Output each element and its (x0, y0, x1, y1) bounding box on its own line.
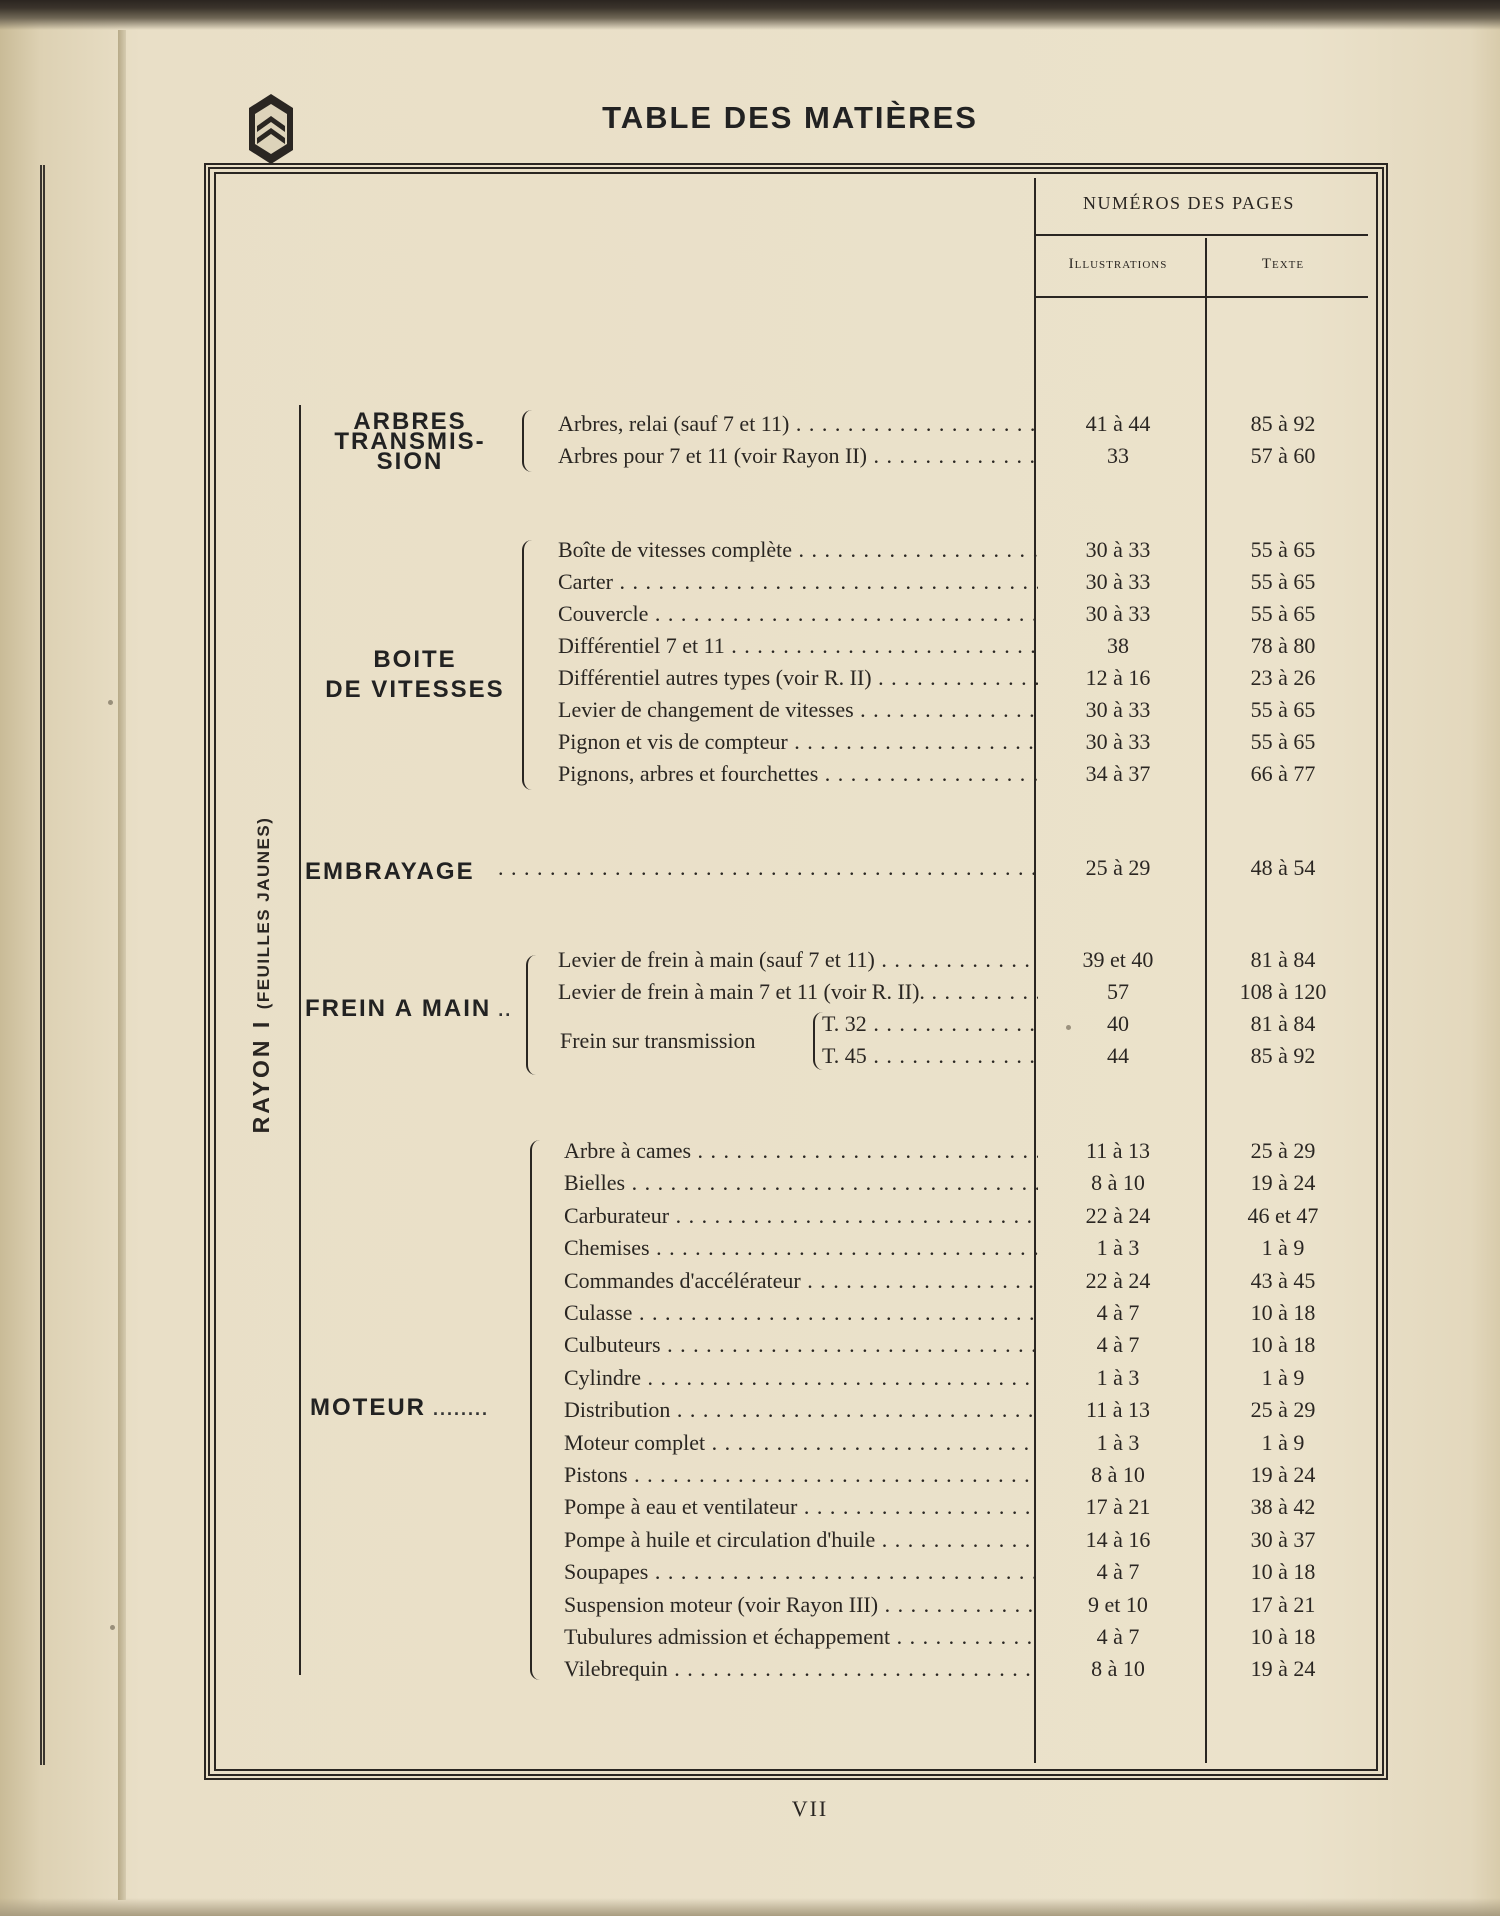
row-texte: 46 et 47 (1247, 1202, 1319, 1228)
table-row (558, 976, 1358, 1008)
paper-speck (110, 1625, 115, 1630)
row-label: Arbres, relai (sauf 7 et 11) . . . (558, 408, 1038, 440)
row-label: Pistons . . . (564, 1459, 1038, 1491)
row-label: Levier de frein à main 7 et 11 (voir R. II). . . . (558, 976, 1038, 1008)
row-illustrations: 33 (1107, 443, 1129, 468)
row-illustrations: 22 à 24 (1085, 1267, 1151, 1293)
row-label: Cylindre . . . (564, 1362, 1038, 1394)
row-label: Levier de changement de vitesses . . . (558, 694, 1038, 726)
section-title-line: EMBRAYAGE (305, 858, 475, 885)
row-illustrations: 4 à 7 (1096, 1559, 1140, 1585)
row-label: Différentiel autres types (voir R. II) . . . (558, 662, 1038, 694)
row-texte: 38 à 42 (1250, 1494, 1316, 1520)
row-texte: 1 à 9 (1261, 1235, 1305, 1261)
pages-column-header: NUMÉROS DES PAGES (1083, 193, 1295, 213)
paper-speck (108, 700, 113, 705)
table-row (558, 726, 1358, 758)
section-title-arbres (320, 410, 500, 474)
table-row (564, 1135, 1358, 1167)
row-texte: 1 à 9 (1261, 1364, 1305, 1390)
row-texte: 55 à 65 (1250, 601, 1316, 626)
row-illustrations: 30 à 33 (1085, 601, 1151, 626)
row-texte: 81 à 84 (1250, 947, 1316, 972)
header-rule-bottom (1034, 296, 1368, 298)
row-illustrations: 40 (1107, 1011, 1129, 1036)
table-row (558, 630, 1358, 662)
table-row (558, 598, 1358, 630)
row-texte: 85 à 92 (1250, 411, 1316, 436)
row-texte: 23 à 26 (1250, 665, 1316, 690)
row-illustrations: 30 à 33 (1085, 537, 1151, 562)
section-title-embrayage (305, 860, 475, 884)
bottom-page-edge (0, 1898, 1500, 1916)
row-illustrations: 39 et 40 (1082, 947, 1154, 972)
rayon-brace-line (285, 405, 301, 1675)
row-texte: 10 à 18 (1250, 1332, 1316, 1358)
row-texte: 81 à 84 (1250, 1011, 1316, 1036)
table-row (564, 1265, 1358, 1297)
row-texte: 17 à 21 (1250, 1591, 1316, 1617)
row-texte: 55 à 65 (1250, 729, 1316, 754)
row-illustrations: 4 à 7 (1096, 1624, 1140, 1649)
row-label: Pompe à eau et ventilateur . . . (564, 1491, 1038, 1523)
table-row (564, 1200, 1358, 1232)
row-illustrations: 41 à 44 (1085, 411, 1151, 436)
row-texte: 30 à 37 (1250, 1526, 1316, 1552)
row-label: Commandes d'accélérateur . . . (564, 1265, 1038, 1297)
row-texte: 108 à 120 (1239, 979, 1327, 1004)
row-label: Levier de frein à main (sauf 7 et 11) . . . (558, 944, 1038, 976)
table-row (564, 1556, 1358, 1588)
table-row (558, 566, 1358, 598)
row-illustrations: 8 à 10 (1091, 1462, 1145, 1487)
row-label: Arbres pour 7 et 11 (voir Rayon II) . . . (558, 440, 1038, 472)
row-illustrations: 22 à 24 (1085, 1202, 1151, 1228)
row-texte: 78 à 80 (1250, 633, 1316, 658)
section-title-line: TRANSMIS- (334, 428, 486, 455)
section-title-line: MOTEUR (310, 1394, 426, 1421)
row-texte: 85 à 92 (1250, 1043, 1316, 1068)
row-texte: 10 à 18 (1250, 1559, 1316, 1585)
row-illustrations: 1 à 3 (1096, 1364, 1140, 1390)
row-label: Vilebrequin . . . (564, 1653, 1038, 1685)
table-row (564, 1362, 1358, 1394)
row-label (498, 852, 1038, 884)
section-title-frein: FREIN A MAIN .. (305, 995, 513, 1022)
table-row (564, 1653, 1358, 1685)
row-illustrations: 11 à 13 (1086, 1397, 1150, 1423)
table-row (558, 440, 1358, 472)
row-texte: 1 à 9 (1261, 1429, 1305, 1455)
section-title-line: BOITE (373, 646, 457, 673)
illustrations-column-header: Illustrations (1068, 256, 1168, 272)
table-row (564, 1297, 1358, 1329)
section-title-line: SION (376, 448, 444, 475)
table-row (558, 408, 1358, 440)
row-label: Pignons, arbres et fourchettes . . . (558, 758, 1038, 790)
section-brace (530, 1140, 544, 1680)
table-row (558, 662, 1358, 694)
page-number: VII (791, 1796, 829, 1821)
row-texte: 55 à 65 (1250, 697, 1316, 722)
rayon-subtitle: (FEUILLES JAUNES) (254, 816, 273, 1010)
table-row (564, 1621, 1358, 1653)
table-row (564, 1524, 1358, 1556)
table-row (564, 1232, 1358, 1264)
row-illustrations: 4 à 7 (1096, 1300, 1140, 1325)
row-label: Pompe à huile et circulation d'huile . . . (564, 1524, 1038, 1556)
table-row (558, 944, 1358, 976)
texte-column-header: Texte (1261, 256, 1305, 272)
row-label: Chemises . . . (564, 1232, 1038, 1264)
table-row (558, 694, 1358, 726)
paper-speck (1066, 1025, 1071, 1030)
section-brace (522, 540, 536, 790)
row-label: Culasse . . . (564, 1297, 1038, 1329)
row-label: T. 45 . . . (822, 1040, 1034, 1072)
row-illustrations: 4 à 7 (1096, 1332, 1140, 1358)
section-title-line: ARBRES (353, 408, 467, 435)
section-brace (522, 410, 536, 472)
row-illustrations: 44 (1107, 1043, 1129, 1068)
table-row (822, 1008, 1358, 1040)
section-title-boite (310, 645, 520, 705)
left-page-frame (0, 165, 45, 1765)
row-label: Moteur complet . . . (564, 1427, 1038, 1459)
row-texte: 66 à 77 (1250, 761, 1316, 786)
table-row (558, 852, 1358, 884)
row-illustrations: 38 (1107, 633, 1129, 658)
row-label: Carburateur . . . (564, 1200, 1038, 1232)
row-texte: 19 à 24 (1250, 1656, 1316, 1682)
section-title-moteur: MOTEUR ........ (310, 1394, 490, 1421)
row-label: Différentiel 7 et 11 . . . (558, 630, 1038, 662)
table-row (564, 1589, 1358, 1621)
table-row (564, 1394, 1358, 1426)
row-illustrations: 14 à 16 (1085, 1526, 1151, 1552)
row-illustrations: 1 à 3 (1096, 1235, 1140, 1261)
section-brace (526, 955, 540, 1075)
table-row (564, 1427, 1358, 1459)
row-label: Soupapes . . . (564, 1556, 1038, 1588)
top-page-edge (0, 0, 1500, 30)
rayon-label (248, 735, 288, 1215)
row-texte: 57 à 60 (1250, 443, 1316, 468)
row-label: Carter . . . (558, 566, 1038, 598)
row-texte: 48 à 54 (1250, 855, 1316, 880)
sub-group-label: Frein sur transmission (560, 1028, 756, 1053)
row-illustrations: 30 à 33 (1085, 697, 1151, 722)
table-row (564, 1459, 1358, 1491)
row-illustrations: 17 à 21 (1085, 1494, 1151, 1520)
table-row (564, 1167, 1358, 1199)
rayon-title: RAYON I (248, 1018, 274, 1134)
row-illustrations: 25 à 29 (1085, 855, 1151, 880)
section-title-line: FREIN A MAIN (305, 995, 492, 1022)
row-illustrations: 11 à 13 (1086, 1138, 1150, 1163)
row-label: Distribution . . . (564, 1394, 1038, 1426)
row-texte: 55 à 65 (1250, 569, 1316, 594)
row-texte: 43 à 45 (1250, 1267, 1316, 1293)
row-label: Culbuteurs . . . (564, 1329, 1038, 1361)
row-illustrations: 1 à 3 (1096, 1429, 1140, 1455)
row-illustrations: 12 à 16 (1085, 665, 1151, 690)
row-label: Suspension moteur (voir Rayon III) . . . (564, 1589, 1038, 1621)
row-label: Pignon et vis de compteur . . . (558, 726, 1038, 758)
table-row (558, 534, 1358, 566)
row-illustrations: 34 à 37 (1085, 761, 1151, 786)
row-texte: 25 à 29 (1250, 1138, 1316, 1163)
row-illustrations: 57 (1107, 979, 1129, 1004)
row-illustrations: 30 à 33 (1085, 729, 1151, 754)
row-illustrations: 8 à 10 (1091, 1170, 1145, 1196)
row-texte: 19 à 24 (1250, 1170, 1316, 1196)
row-texte: 10 à 18 (1250, 1624, 1316, 1649)
row-label: Bielles . . . (564, 1167, 1038, 1199)
table-row (564, 1491, 1358, 1523)
row-texte: 19 à 24 (1250, 1462, 1316, 1487)
table-row (822, 1040, 1358, 1072)
row-texte: 25 à 29 (1250, 1397, 1316, 1423)
book-gutter (118, 30, 126, 1900)
row-texte: 55 à 65 (1250, 537, 1316, 562)
row-label: Boîte de vitesses complète . . . (558, 534, 1038, 566)
row-label: Arbre à cames . . . (564, 1135, 1038, 1167)
row-illustrations: 8 à 10 (1091, 1656, 1145, 1682)
page-title: TABLE DES MATIÈRES (602, 100, 978, 135)
header-rule-top (1034, 234, 1368, 236)
row-illustrations: 30 à 33 (1085, 569, 1151, 594)
table-row (558, 758, 1358, 790)
row-label: T. 32 . . . (822, 1008, 1034, 1040)
row-illustrations: 9 et 10 (1088, 1591, 1148, 1617)
row-texte: 10 à 18 (1250, 1300, 1316, 1325)
section-title-line: DE VITESSES (325, 676, 505, 703)
chevron-logo-icon (246, 92, 296, 166)
row-label: Couvercle . . . (558, 598, 1038, 630)
table-row (564, 1329, 1358, 1361)
row-label: Tubulures admission et échappement . . . (564, 1621, 1038, 1653)
